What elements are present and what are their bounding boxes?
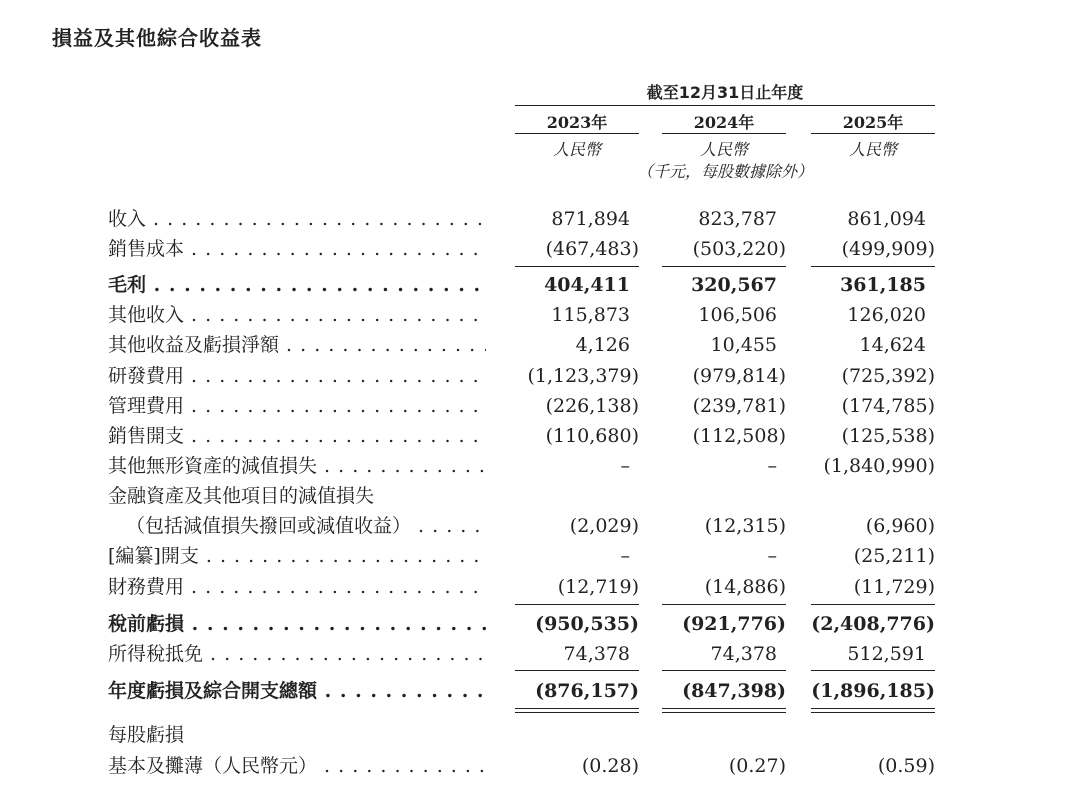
row-label: 收入 . . .	[108, 208, 486, 230]
year-rule	[811, 133, 935, 134]
value-2025: (174,785)	[841, 395, 935, 417]
row-label: 金融資產及其他項目的減值損失	[108, 485, 375, 507]
table-row	[0, 300, 1084, 330]
value-2024: –	[767, 455, 777, 477]
total-double-rule	[811, 708, 935, 713]
period-header: 截至12月31日止年度	[646, 83, 804, 102]
year-header-2025: 2025年	[842, 113, 904, 132]
value-2025: (11,729)	[853, 576, 935, 598]
year-rule	[515, 133, 639, 134]
table-row	[0, 234, 1084, 264]
table-row	[0, 330, 1084, 360]
value-2023: 404,411	[544, 274, 630, 296]
subtotal-rule	[811, 266, 935, 267]
row-label: 基本及攤薄（人民幣元） . . .	[108, 755, 486, 777]
subtotal-rule	[662, 604, 786, 605]
value-2023: (226,138)	[545, 395, 639, 417]
row-label: [編纂]開支 . . .	[108, 545, 486, 567]
value-2023: 4,126	[575, 334, 630, 356]
table-row	[0, 639, 1084, 669]
table-row	[0, 204, 1084, 234]
value-2024: 74,378	[710, 643, 777, 665]
subtotal-rule	[662, 266, 786, 267]
value-2023: (950,535)	[535, 613, 639, 635]
row-label: 銷售成本 . . .	[108, 238, 486, 260]
value-2025: 512,591	[847, 643, 926, 665]
value-2025: (1,896,185)	[811, 680, 935, 702]
row-label: 所得稅抵免 . . .	[108, 643, 486, 665]
value-2025: (1,840,990)	[823, 455, 935, 477]
value-2025: (125,538)	[841, 425, 935, 447]
value-2024: (847,398)	[682, 680, 786, 702]
row-label: 財務費用 . . .	[108, 576, 486, 598]
subtotal-rule	[811, 670, 935, 671]
table-row	[0, 720, 1084, 750]
row-label: 其他無形資產的減值損失 . . .	[108, 455, 486, 477]
value-2024: –	[767, 545, 777, 567]
value-2023: 74,378	[563, 643, 630, 665]
value-2025: 126,020	[847, 304, 926, 326]
value-2024: 10,455	[710, 334, 777, 356]
value-2025: 361,185	[840, 274, 926, 296]
table-row	[0, 751, 1084, 781]
value-2024: (112,508)	[692, 425, 786, 447]
row-label: 稅前虧損 . . .	[108, 613, 486, 635]
currency-label: 人民幣	[552, 140, 601, 159]
year-header-2024: 2024年	[693, 113, 755, 132]
value-2024: (979,814)	[692, 365, 786, 387]
row-label: 其他收入 . . .	[108, 304, 486, 326]
value-2025: 14,624	[859, 334, 926, 356]
subtotal-rule	[515, 670, 639, 671]
value-2024: (12,315)	[704, 515, 786, 537]
value-2024: 320,567	[691, 274, 777, 296]
value-2024: (239,781)	[692, 395, 786, 417]
row-label: 管理費用 . . .	[108, 395, 486, 417]
value-2024: (921,776)	[682, 613, 786, 635]
value-2025: (725,392)	[841, 365, 935, 387]
value-2023: 871,894	[551, 208, 630, 230]
row-label: 銷售開支 . . .	[108, 425, 486, 447]
currency-label: 人民幣	[699, 140, 748, 159]
value-2023: (1,123,379)	[527, 365, 639, 387]
table-row	[0, 676, 1084, 706]
table-row	[0, 609, 1084, 639]
value-2023: (876,157)	[535, 680, 639, 702]
value-2023: (0.28)	[581, 755, 639, 777]
year-rule	[662, 133, 786, 134]
period-rule	[515, 105, 935, 106]
value-2025: (6,960)	[865, 515, 935, 537]
value-2024: 106,506	[698, 304, 777, 326]
row-label: 年度虧損及綜合開支總額 . . .	[108, 680, 486, 702]
value-2024: (0.27)	[728, 755, 786, 777]
value-2023: –	[620, 545, 630, 567]
value-2025: 861,094	[847, 208, 926, 230]
value-2025: (499,909)	[841, 238, 935, 260]
statement-title: 損益及其他綜合收益表	[52, 26, 262, 50]
row-label: 研發費用 . . .	[108, 365, 486, 387]
value-2024: 823,787	[698, 208, 777, 230]
table-row	[0, 361, 1084, 391]
value-2024: (503,220)	[692, 238, 786, 260]
value-2023: –	[620, 455, 630, 477]
total-double-rule	[662, 708, 786, 713]
row-label: 其他收益及虧損淨額 . . .	[108, 334, 486, 356]
subtotal-rule	[811, 604, 935, 605]
subtotal-rule	[515, 266, 639, 267]
value-2025: (0.59)	[877, 755, 935, 777]
table-row	[0, 451, 1084, 481]
table-row	[0, 572, 1084, 602]
value-2023: (110,680)	[545, 425, 639, 447]
total-double-rule	[515, 708, 639, 713]
currency-label: 人民幣	[848, 140, 897, 159]
row-label: 每股虧損	[108, 724, 185, 746]
table-row	[0, 511, 1084, 541]
value-2025: (2,408,776)	[811, 613, 935, 635]
year-header-2023: 2023年	[546, 113, 608, 132]
unit-note: （千元，每股數據除外）	[636, 162, 813, 181]
value-2025: (25,211)	[853, 545, 935, 567]
value-2023: (12,719)	[557, 576, 639, 598]
table-row	[0, 481, 1084, 511]
table-row	[0, 270, 1084, 300]
table-row	[0, 391, 1084, 421]
row-label: 毛利 . . .	[108, 274, 486, 296]
subtotal-rule	[515, 604, 639, 605]
table-row	[0, 541, 1084, 571]
row-label: （包括減值損失撥回或減值收益） . . .	[126, 515, 486, 537]
value-2023: 115,873	[551, 304, 630, 326]
value-2023: (2,029)	[569, 515, 639, 537]
value-2023: (467,483)	[545, 238, 639, 260]
table-row	[0, 421, 1084, 451]
subtotal-rule	[662, 670, 786, 671]
value-2024: (14,886)	[704, 576, 786, 598]
